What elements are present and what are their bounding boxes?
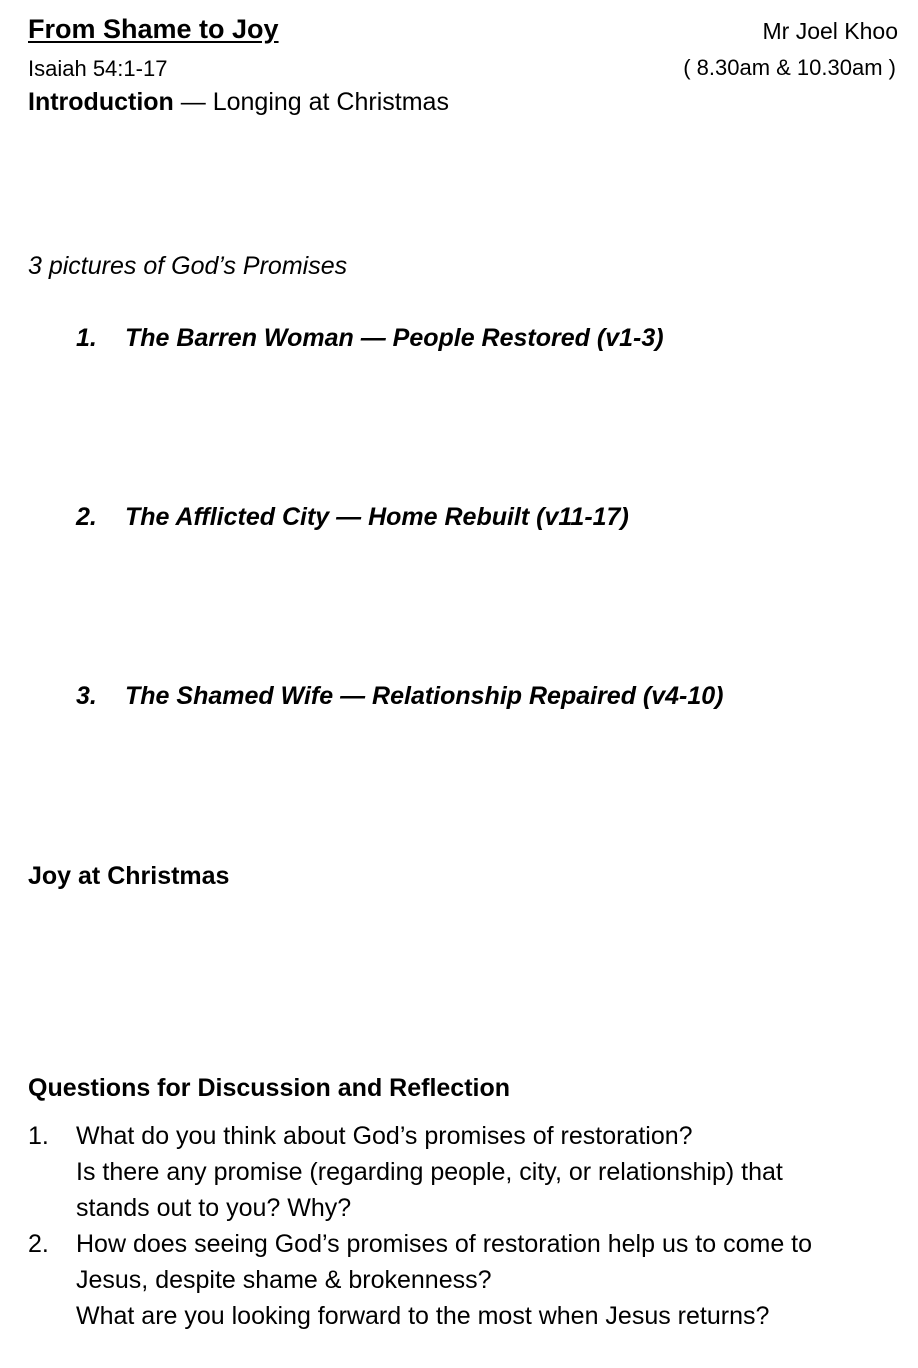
question-item — [28, 1226, 812, 1334]
joy-heading: Joy at Christmas — [28, 862, 230, 890]
question-text — [76, 1118, 783, 1226]
pictures-heading: 3 pictures of God’s Promises — [28, 252, 348, 280]
introduction-label: Introduction — [28, 88, 174, 116]
point-text: The Afflicted City — Home Rebuilt (v11-17) — [125, 503, 629, 531]
introduction-line — [28, 88, 449, 117]
question-line: stands out to you? Why? — [76, 1194, 352, 1222]
question-number: 1. — [28, 1122, 49, 1150]
question-number: 2. — [28, 1230, 49, 1258]
question-line: What do you think about God’s promises of restoration? — [76, 1122, 693, 1150]
question-item — [28, 1118, 783, 1226]
point-number: 1. — [76, 324, 97, 352]
questions-heading: Questions for Discussion and Reflection — [28, 1074, 511, 1102]
service-times: ( 8.30am & 10.30am ) — [683, 55, 896, 80]
scripture-passage: Isaiah 54:1-17 — [28, 56, 168, 81]
point-text: The Barren Woman — People Restored (v1-3) — [125, 324, 664, 352]
question-line: Is there any promise (regarding people, city, or relationship) that — [76, 1158, 783, 1186]
sermon-title: From Shame to Joy — [28, 14, 279, 44]
question-line: What are you looking forward to the most when Jesus returns? — [76, 1302, 770, 1330]
point-text: The Shamed Wife — Relationship Repaired (v4-10) — [125, 682, 724, 710]
question-line: Jesus, despite shame & brokenness? — [76, 1266, 492, 1294]
point-item — [76, 503, 629, 532]
introduction-text: Longing at Christmas — [212, 88, 449, 116]
point-number: 3. — [76, 682, 97, 710]
question-text — [76, 1226, 812, 1334]
speaker-name: Mr Joel Khoo — [762, 18, 898, 44]
point-item — [76, 324, 664, 353]
point-number: 2. — [76, 503, 97, 531]
question-line: How does seeing God’s promises of restoration help us to come to — [76, 1230, 813, 1258]
point-item — [76, 682, 724, 711]
introduction-separator: — — [173, 88, 213, 116]
